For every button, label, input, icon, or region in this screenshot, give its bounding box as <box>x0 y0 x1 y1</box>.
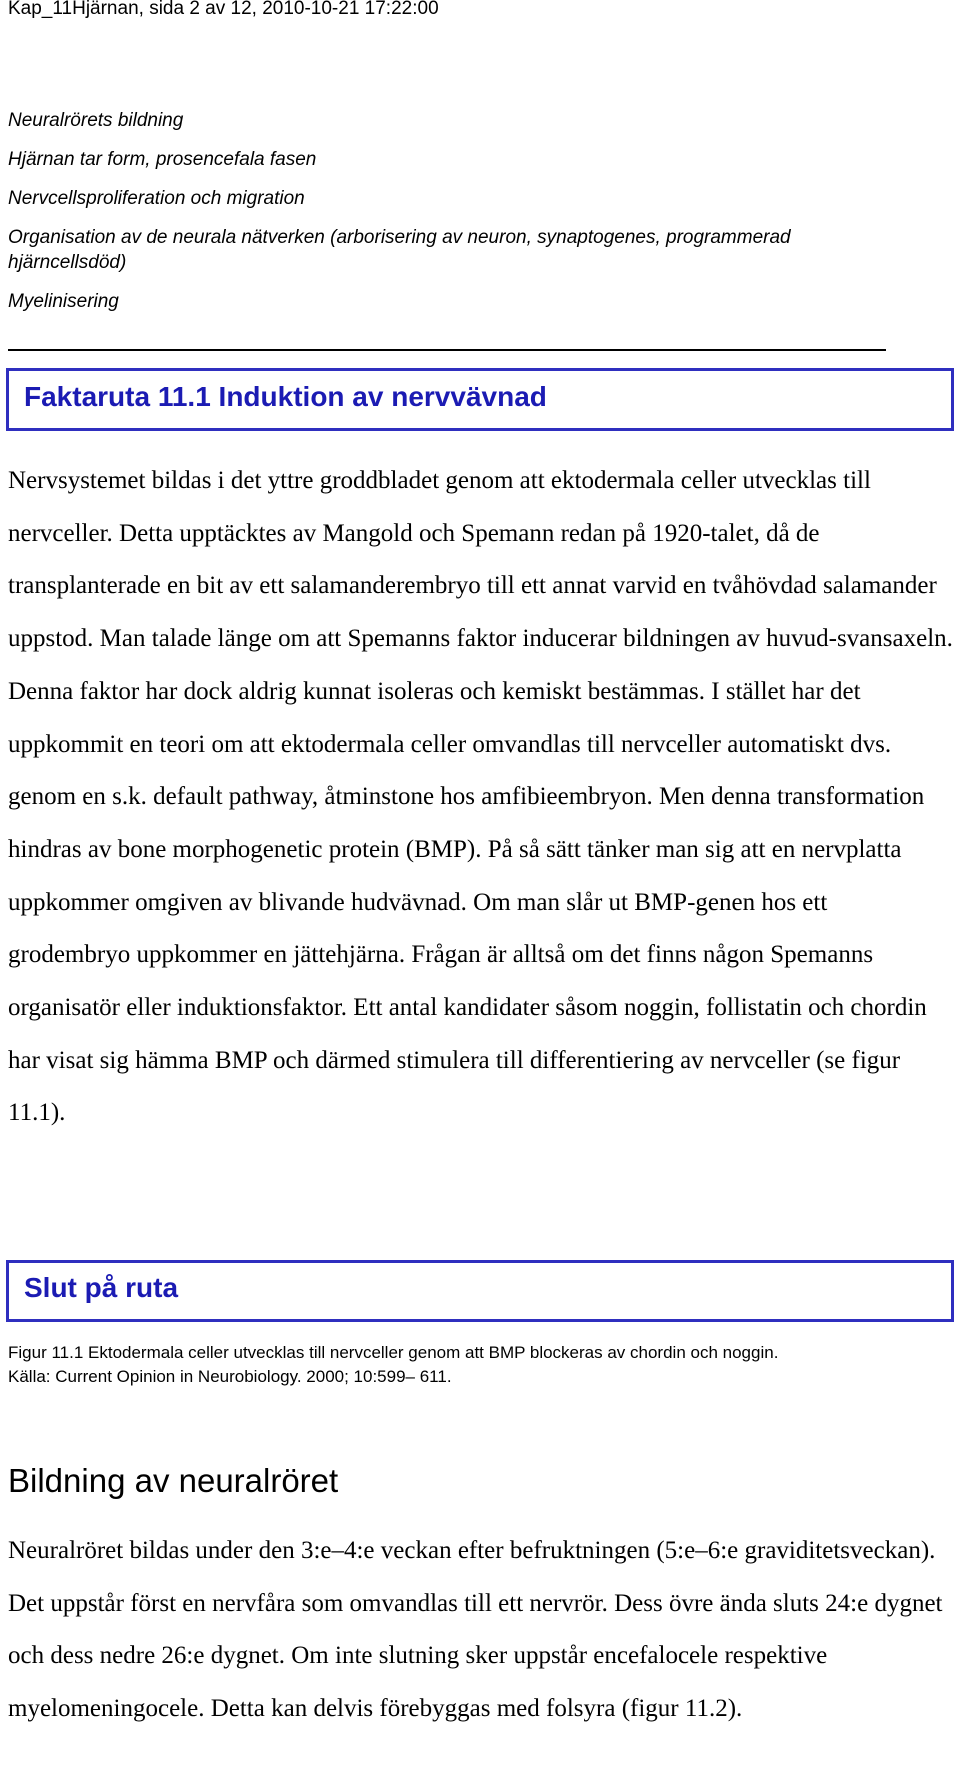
section-heading: Bildning av neuralröret <box>8 1462 339 1499</box>
horizontal-rule <box>8 349 886 351</box>
factbox-header <box>6 368 954 431</box>
toc-item: Myelinisering <box>8 291 119 312</box>
factbox-paragraph: Nervsystemet bildas i det yttre groddbladet genom att ektodermala celler utvecklas till nervceller. Detta upptäcktes av Mangold och Spemann redan på 1920-talet, då de transplanterade en bit av ett salamanderembryo till ett annat varvid en tvåhövdad salamander uppstod. Man talade länge om att Spemanns faktor inducerar bildningen av huvud-svansaxeln. Denna faktor har dock aldrig kunnat isoleras och kemiskt bestämmas. I stället har det uppkommit en teori om att ektodermala celler omvandlas till nervceller automatiskt dvs. genom en s.k. default pathway, åtminstone hos amfibieembryon. Men denna transformation hindras av bone morphogenetic protein (BMP). På så sätt tänker man sig att en nervplatta uppkommer omgiven av blivande hudvävnad. Om man slår ut BMP-genen hos ett grodembryo uppkommer en jättehjärna. Frågan är alltså om det finns någon Spemanns organisatör eller induktionsfaktor. Ett antal kandidater såsom noggin, follistatin och chordin har visat sig hämma BMP och därmed stimulera till differentiering av nervceller (se figur 11.1). <box>8 467 953 1127</box>
toc-item: Nervcellsproliferation och migration <box>8 188 305 209</box>
factbox-end-title: Slut på ruta <box>24 1272 179 1303</box>
section-paragraph: Neuralröret bildas under den 3:e–4:e veckan efter befruktningen (5:e–6:e graviditetsveckan). Det uppstår först en nervfåra som omvandlas till ett nervrör. Dess övre ända sluts 24:e dygnet och dess nedre 26:e dygnet. Om inte slutning sker uppstår encefalocele respektive myelomeningocele. Detta kan delvis förebyggas med folsyra (figur 11.2). <box>8 1537 943 1723</box>
caption-text: Figur 11.1 Ektodermala celler utvecklas till nervceller genom att BMP blockeras av chordin och noggin. <box>8 1343 779 1362</box>
factbox-title: Faktaruta 11.1 Induktion av nervvävnad <box>24 381 547 412</box>
factbox-end <box>6 1260 954 1322</box>
toc-item: Neuralrörets bildning <box>8 110 184 131</box>
table-of-contents <box>8 108 908 314</box>
toc-item: Organisation av de neurala nätverken (arborisering av neuron, synaptogenes, programmerad hjärncellsdöd) <box>8 227 791 273</box>
toc-item: Hjärnan tar form, prosencefala fasen <box>8 149 317 170</box>
figure-caption <box>8 1341 953 1389</box>
page-header: Kap_11Hjärnan, sida 2 av 12, 2010-10-21 17:22:00 <box>8 0 439 19</box>
caption-source: Källa: Current Opinion in Neurobiology. 2000; 10:599– 611. <box>8 1367 452 1386</box>
